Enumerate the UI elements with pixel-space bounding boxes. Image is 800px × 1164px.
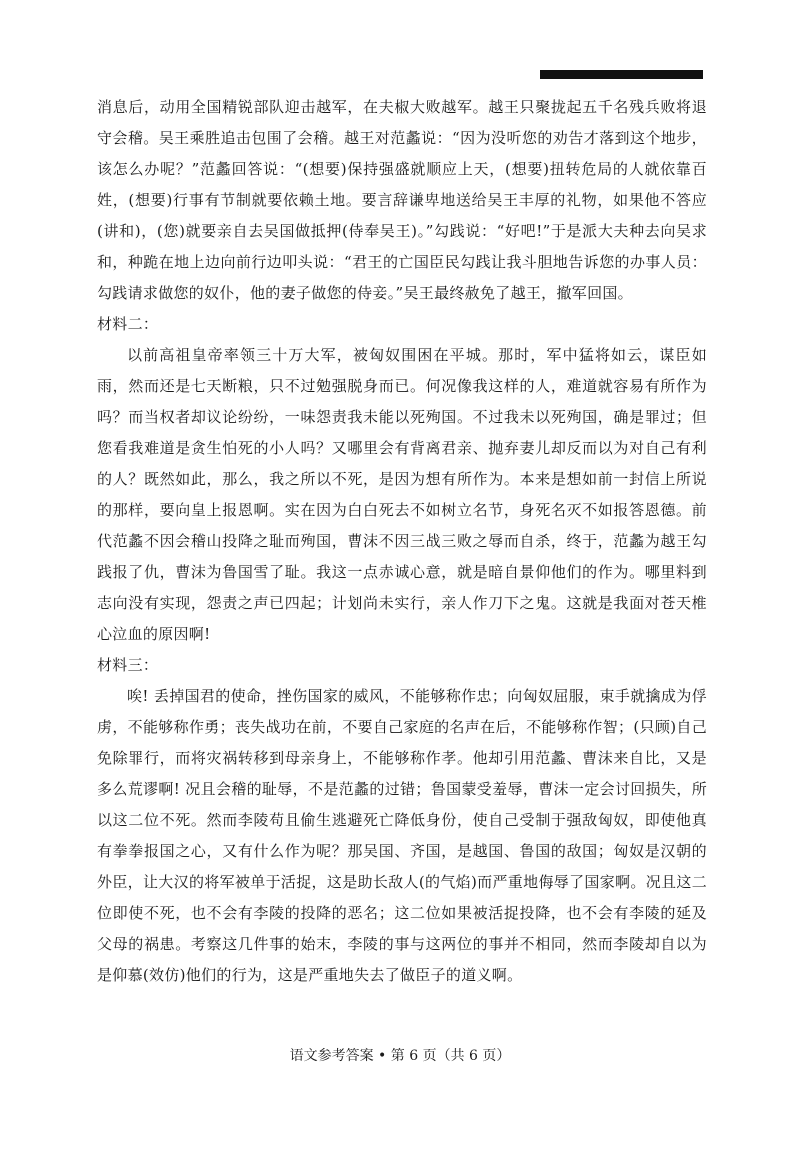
paragraph-continuation: 消息后，动用全国精锐部队迎击越军，在夫椒大败越军。越王只聚拢起五千名残兵败将退守会稽。吴王乘胜追击包围了会稽。越王对范蠡说：“因为没听您的劝告才落到这个地步，该怎么办呢？”范蠡回答说：“(想要)保持强盛就顺应上天，(想要)扭转危局的人就依靠百姓，(想要)行事有节制就要依赖土地。要言辞谦卑地送给吴王丰厚的礼物，如果他不答应(讲和)，(您)就要亲自去吴国做抵押(侍奉吴王)。”勾践说：“好吧!”于是派大夫种去向吴求和，种跪在地上边向前行边叩头说：“君王的亡国臣民勾践让我斗胆地告诉您的办事人员：勾践请求做您的奴仆，他的妻子做您的侍妾。”吴王最终赦免了越王，撤军回国。: [97, 98, 707, 302]
section-heading-material-3: 材料三：: [97, 656, 159, 674]
paragraph-material-2: 以前高祖皇帝率领三十万大军，被匈奴围困在平城。那时，军中猛将如云，谋臣如雨，然而还是七天断粮，只不过勉强脱身而已。何况像我这样的人，难道就容易有所作为吗？而当权者却议论纷纷，一味怨责我未能以死殉国。不过我未以死殉国，确是罪过；但您看我难道是贪生怕死的小人吗？又哪里会有背离君亲、抛弃妻儿却反而以为对自己有利的人？既然如此，那么，我之所以不死，是因为想有所作为。本来是想如前一封信上所说的那样，要向皇上报恩啊。实在因为白白死去不如树立名节，身死名灭不如报答恩德。前代范蠡不因会稽山投降之耻而殉国，曹沫不因三战三败之辱而自杀，终于，范蠡为越王勾践报了仇，曹沫为鲁国雪了耻。我这一点赤诚心意，就是暗自景仰他们的作为。哪里料到志向没有实现，怨责之声已四起；计划尚未实行，亲人作刀下之鬼。这就是我面对苍天椎心泣血的原因啊!: [97, 346, 707, 643]
section-heading-material-2: 材料二：: [97, 315, 159, 333]
answer-text-body: [97, 92, 707, 991]
page-footer: 语文参考答案 • 第 6 页（共 6 页）: [289, 1048, 511, 1064]
paragraph-material-3: 唉! 丢掉国君的使命，挫伤国家的威风，不能够称作忠；向匈奴屈服，束手就擒成为俘虏，不能够称作勇；丧失战功在前，不要自己家庭的名声在后，不能够称作智；(只顾)自己免除罪行，而将灾祸转移到母亲身上，不能够称作孝。他却引用范蠡、曹沫来自比，又是多么荒谬啊! 况且会稽的耻辱，不是范蠡的过错；鲁国蒙受羞辱，曹沫一定会讨回损失，所以这二位不死。然而李陵苟且偷生逃避死亡降低身份，使自己受制于强敌匈奴，即使他真有拳拳报国之心，又有什么作为呢？那吴国、齐国，是越国、鲁国的敌国；匈奴是汉朝的外臣，让大汉的将军被单于活捉，这是助长敌人(的气焰)而严重地侮辱了国家啊。况且这二位即使不死，也不会有李陵的投降的恶名；这二位如果被活捉投降，也不会有李陵的延及父母的祸患。考察这几件事的始末，李陵的事与这两位的事并不相同，然而李陵却自以为是仰慕(效仿)他们的行为，这是严重地失去了做臣子的道义啊。: [97, 687, 707, 984]
header-rule: [540, 70, 703, 79]
